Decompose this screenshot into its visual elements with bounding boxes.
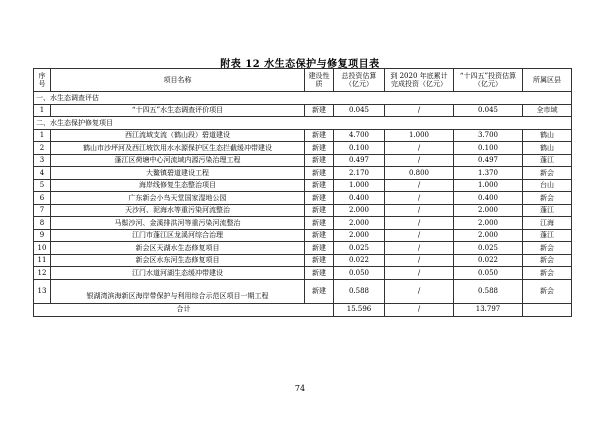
section-row: [34, 117, 572, 130]
cell-name: “十四五”水生态调查评价项目: [51, 104, 305, 117]
cell-plan: 0.022: [454, 254, 523, 267]
cell-seq: 7: [34, 204, 51, 217]
cell-name: 天沙河、泥海水等重污染河流整治: [51, 204, 305, 217]
total-row: [34, 303, 572, 316]
cell-name: 新会区水东河生态修复项目: [51, 254, 305, 267]
cell-district: 全市域: [523, 104, 572, 117]
table-row: [34, 192, 572, 205]
total-label: 合计: [34, 303, 334, 316]
cell-seq: 4: [34, 167, 51, 180]
project-table: [33, 68, 572, 317]
total-invest: 15.596: [334, 303, 385, 316]
cell-type: 新建: [305, 279, 334, 303]
cell-district: 台山: [523, 179, 572, 192]
cell-seq: 9: [34, 229, 51, 242]
table-row: [34, 129, 572, 142]
cell-plan: 3.700: [454, 129, 523, 142]
cell-district: 新会: [523, 254, 572, 267]
cell-plan: 2.000: [454, 217, 523, 230]
cell-type: 新建: [305, 142, 334, 155]
cell-invest: 4.700: [334, 129, 385, 142]
cell-done: /: [385, 254, 454, 267]
cell-type: 新建: [305, 229, 334, 242]
table-row: [34, 104, 572, 117]
cell-type: 新建: [305, 154, 334, 167]
cell-district: 新会: [523, 242, 572, 255]
cell-name: 马鬃沙河、金溪排洪河等重污染河流整治: [51, 217, 305, 230]
cell-invest: 2.000: [334, 204, 385, 217]
section-title: 二、水生态保护修复项目: [34, 117, 572, 130]
cell-seq: 1: [34, 104, 51, 117]
cell-district: 蓬江: [523, 154, 572, 167]
cell-invest: 2.000: [334, 229, 385, 242]
cell-name: 西江流域支流（鹤山段）碧道建设: [51, 129, 305, 142]
cell-name: 广东新会小鸟天堂国家湿地公园: [51, 192, 305, 205]
cell-type: 新建: [305, 104, 334, 117]
cell-done: /: [385, 279, 454, 303]
cell-district: 江海: [523, 217, 572, 230]
header-seq: 序号: [34, 69, 51, 92]
section-row: [34, 92, 572, 105]
cell-plan: 0.045: [454, 104, 523, 117]
table-row: [34, 167, 572, 180]
cell-invest: 0.050: [334, 267, 385, 280]
cell-district: 新会: [523, 167, 572, 180]
cell-done: 0.800: [385, 167, 454, 180]
page-number: 74: [294, 384, 306, 393]
cell-district: 蓬江: [523, 229, 572, 242]
table-row: [34, 154, 572, 167]
cell-type: 新建: [305, 204, 334, 217]
total-district: [523, 303, 572, 316]
cell-seq: 1: [34, 129, 51, 142]
cell-seq: 11: [34, 254, 51, 267]
cell-seq: 8: [34, 217, 51, 230]
cell-district: 新会: [523, 267, 572, 280]
cell-type: 新建: [305, 129, 334, 142]
table-row: [34, 229, 572, 242]
cell-invest: 0.022: [334, 254, 385, 267]
cell-district: 新会: [523, 192, 572, 205]
cell-plan: 1.000: [454, 179, 523, 192]
cell-done: /: [385, 179, 454, 192]
cell-done: /: [385, 242, 454, 255]
cell-done: /: [385, 192, 454, 205]
cell-done: /: [385, 204, 454, 217]
table-row: [34, 204, 572, 217]
header-type: 建设性质: [305, 69, 334, 92]
cell-name: 大鳌镇碧道建设工程: [51, 167, 305, 180]
cell-plan: 0.050: [454, 267, 523, 280]
header-row: [34, 69, 572, 92]
cell-type: 新建: [305, 267, 334, 280]
cell-invest: 2.170: [334, 167, 385, 180]
cell-type: 新建: [305, 167, 334, 180]
cell-plan: 2.000: [454, 204, 523, 217]
section-title: 一、水生态调查评估: [34, 92, 572, 105]
cell-name: 江门水道河湖生态缓冲带建设: [51, 267, 305, 280]
cell-type: 新建: [305, 179, 334, 192]
cell-invest: 0.025: [334, 242, 385, 255]
cell-plan: 0.588: [454, 279, 523, 303]
table-row: [34, 254, 572, 267]
total-done: /: [385, 303, 454, 316]
header-district: 所属区县: [523, 69, 572, 92]
table-row: [34, 179, 572, 192]
cell-seq: 12: [34, 267, 51, 280]
cell-type: 新建: [305, 192, 334, 205]
cell-done: /: [385, 142, 454, 155]
cell-type: 新建: [305, 217, 334, 230]
cell-name: 海岸线修复生态整治项目: [51, 179, 305, 192]
cell-district: 鹤山: [523, 142, 572, 155]
cell-district: 新会: [523, 279, 572, 303]
cell-done: /: [385, 154, 454, 167]
cell-seq: 3: [34, 154, 51, 167]
cell-done: /: [385, 229, 454, 242]
cell-plan: 0.100: [454, 142, 523, 155]
cell-invest: 2.000: [334, 217, 385, 230]
cell-plan: 0.497: [454, 154, 523, 167]
cell-seq: 10: [34, 242, 51, 255]
table-row: [34, 267, 572, 280]
cell-seq: 13: [34, 279, 51, 303]
table-title: 附表 12 水生态保护与修复项目表: [220, 59, 380, 70]
cell-plan: 0.025: [454, 242, 523, 255]
cell-invest: 0.588: [334, 279, 385, 303]
header-name: 项目名称: [51, 69, 305, 92]
cell-plan: 1.370: [454, 167, 523, 180]
cell-done: /: [385, 267, 454, 280]
cell-name: 蓬江区荷塘中心河流域内源污染治理工程: [51, 154, 305, 167]
cell-seq: 5: [34, 179, 51, 192]
cell-name: 新会区天湖水生态修复项目: [51, 242, 305, 255]
cell-invest: 1.000: [334, 179, 385, 192]
cell-done: /: [385, 104, 454, 117]
table-row: [34, 242, 572, 255]
cell-invest: 0.045: [334, 104, 385, 117]
cell-name: 江门市蓬江区龙溪河综合治理: [51, 229, 305, 242]
table-row: [34, 142, 572, 155]
header-plan: “十四五”投资估算（亿元）: [454, 69, 523, 92]
table-row: [34, 217, 572, 230]
cell-invest: 0.497: [334, 154, 385, 167]
cell-invest: 0.100: [334, 142, 385, 155]
cell-district: 鹤山: [523, 129, 572, 142]
cell-plan: 0.400: [454, 192, 523, 205]
header-invest: 总投资估算（亿元）: [334, 69, 385, 92]
cell-done: 1.000: [385, 129, 454, 142]
total-plan: 13.797: [454, 303, 523, 316]
cell-invest: 0.400: [334, 192, 385, 205]
header-done: 到 2020 年底累计完成投资（亿元）: [385, 69, 454, 92]
cell-district: 蓬江: [523, 204, 572, 217]
table-row: [34, 279, 572, 303]
cell-type: 新建: [305, 242, 334, 255]
cell-type: 新建: [305, 254, 334, 267]
cell-name: 鹤山市沙坪河及西江坡饮用水水源保护区生态拦截缓冲带建设: [51, 142, 305, 155]
cell-seq: 2: [34, 142, 51, 155]
cell-seq: 6: [34, 192, 51, 205]
cell-plan: 2.000: [454, 229, 523, 242]
cell-name: 银湖湾滨海新区海岸带保护与利用综合示范区项目一期工程: [51, 279, 305, 303]
cell-done: /: [385, 217, 454, 230]
